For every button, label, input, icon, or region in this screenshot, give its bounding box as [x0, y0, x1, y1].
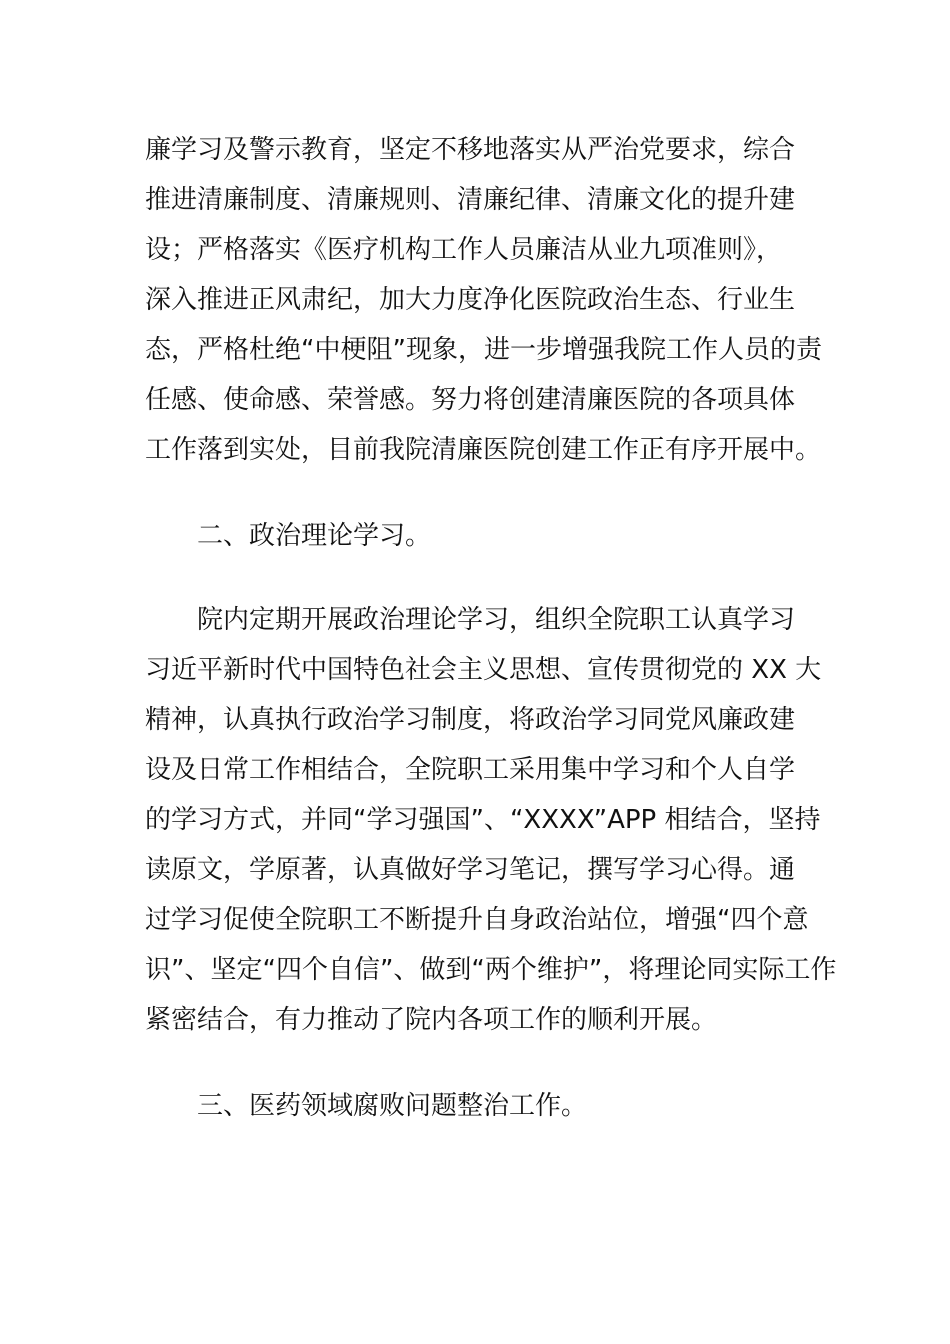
- section-heading-corruption-rectification: [145, 1081, 815, 1131]
- paragraph-line: 态，严格杜绝“中梗阻”现象，进一步增强我院工作人员的责: [145, 335, 822, 365]
- paragraph-line: 习近平新时代中国特色社会主义思想、宣传贯彻党的 XX 大: [145, 655, 822, 685]
- paragraph-line: 工作落到实处，目前我院清廉医院创建工作正有序开展中。: [145, 435, 822, 465]
- paragraph-line: 廉学习及警示教育，坚定不移地落实从严治党要求，综合: [145, 135, 796, 165]
- paragraph-line: 推进清廉制度、清廉规则、清廉纪律、清廉文化的提升建: [145, 185, 796, 215]
- section-heading-political-study: [145, 511, 815, 561]
- paragraph-line: 精神，认真执行政治学习制度，将政治学习同党风廉政建: [145, 705, 796, 735]
- paragraph-line: 设及日常工作相结合，全院职工采用集中学习和个人自学: [145, 755, 796, 785]
- paragraph-line: 紧密结合，有力推动了院内各项工作的顺利开展。: [145, 1005, 718, 1035]
- paragraph-line: 深入推进正风肃纪，加大力度净化医院政治生态、行业生: [145, 285, 796, 315]
- paragraph-line: 设；严格落实《医疗机构工作人员廉洁从业九项准则》，: [145, 235, 783, 265]
- section-heading: 二、政治理论学习。: [197, 521, 432, 551]
- paragraph-line: 识”、坚定“四个自信”、做到“两个维护”，将理论同实际工作: [145, 955, 837, 985]
- paragraph-line: 院内定期开展政治理论学习，组织全院职工认真学习: [197, 605, 796, 635]
- paragraph-clean-hospital: [145, 125, 822, 475]
- paragraph-line: 过学习促使全院职工不断提升自身政治站位，增强“四个意: [145, 905, 809, 935]
- section-heading: 三、医药领域腐败问题整治工作。: [197, 1091, 588, 1121]
- paragraph-political-study: [145, 595, 837, 1045]
- paragraph-line: 的学习方式，并同“学习强国”、“XXXX”APP 相结合，坚持: [145, 805, 821, 835]
- paragraph-line: 任感、使命感、荣誉感。努力将创建清廉医院的各项具体: [145, 385, 796, 415]
- paragraph-line: 读原文，学原著，认真做好学习笔记，撰写学习心得。通: [145, 855, 796, 885]
